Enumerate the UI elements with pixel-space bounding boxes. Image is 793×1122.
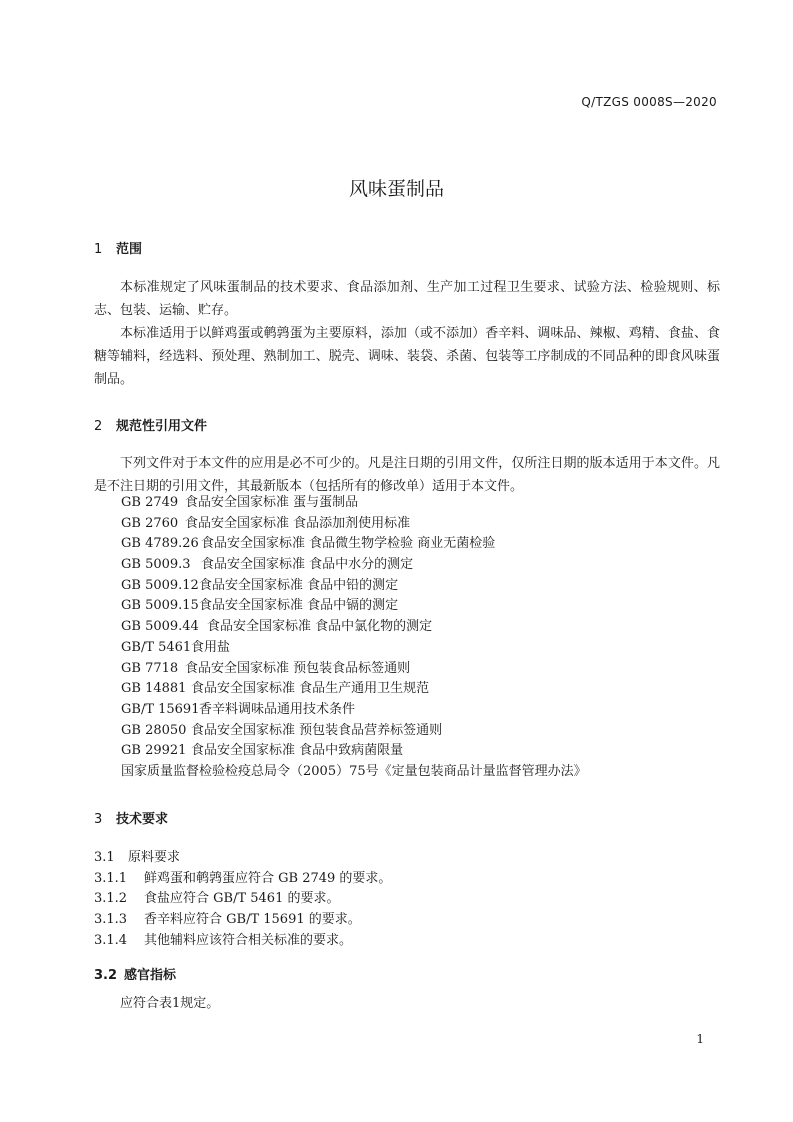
reference-code: GB/T 5461: [121, 639, 192, 655]
reference-title: 食品安全国家标准 食品中水分的测定: [201, 557, 414, 573]
document-title: 风味蛋制品: [348, 178, 444, 200]
reference-item: [121, 534, 721, 555]
reference-item: [121, 493, 721, 514]
reference-title: 食品安全国家标准 食品中致病菌限量: [191, 743, 404, 759]
reference-code: GB/T 15691: [121, 701, 200, 717]
standard-code: Q/TZGS 0008S—2020: [581, 95, 717, 109]
references-intro: 下列文件对于本文件的应用是必不可少的。凡是注日期的引用文件，仅所注日期的版本适用于本文件。凡是不注日期的引用文件，其最新版本（包括所有的修改单）适用于本文件。: [94, 456, 720, 494]
reference-title: 食品安全国家标准 预包装食品标签通则: [185, 660, 411, 676]
reference-code: GB 2760: [121, 515, 179, 531]
requirement-item: [94, 889, 391, 910]
reference-list: [121, 493, 721, 783]
reference-code: GB 29921: [121, 743, 187, 759]
reference-code: GB 28050: [121, 722, 187, 738]
requirement-list: [94, 848, 391, 951]
page-number: 1: [696, 1032, 704, 1046]
scope-paragraph-2: 本标准适用于以鲜鸡蛋或鹌鹑蛋为主要原料，添加（或不添加）香辛料、调味品、辣椒、鸡精、食盐、食糖等辅料，经选料、预处理、熟制加工、脱壳、调味、装袋、杀菌、包装等工序制成的不同品种的即食风味蛋制品。: [94, 326, 720, 387]
subsection-title: 感官指标: [124, 968, 177, 983]
reference-title: 食用盐: [191, 639, 231, 655]
requirement-text: 鲜鸡蛋和鹌鹑蛋应符合 GB 2749 的要求。: [144, 870, 392, 886]
section-title: 技术要求: [116, 812, 169, 827]
section-heading-references: [94, 415, 207, 434]
reference-code: GB 5009.12: [121, 577, 199, 593]
reference-item: [121, 679, 721, 700]
reference-title: 食品安全国家标准 食品中镉的测定: [199, 598, 399, 614]
section-number: 1: [94, 242, 103, 257]
reference-title: 食品安全国家标准 预包装食品营养标签通则: [191, 722, 443, 738]
section-heading-technical-requirements: [94, 808, 168, 827]
requirement-code: 3.1.3: [94, 912, 128, 928]
requirement-code: 3.1.1: [94, 870, 128, 886]
reference-item: [121, 514, 721, 535]
subsection-heading-sensory: [94, 964, 176, 983]
reference-code: GB 7718: [121, 660, 179, 676]
requirement-item: [94, 848, 391, 869]
requirement-text: 原料要求: [128, 850, 181, 865]
reference-title: 食品安全国家标准 食品微生物学检验 商业无菌检验: [201, 536, 496, 552]
scope-paragraph-1: 本标准规定了风味蛋制品的技术要求、食品添加剂、生产加工过程卫生要求、试验方法、检验规则、标志、包装、运输、贮存。: [94, 280, 720, 318]
requirement-item: [94, 910, 391, 931]
section-heading-scope: [94, 238, 142, 257]
reference-item: [121, 721, 721, 742]
reference-item: [121, 659, 721, 680]
reference-title: 食品安全国家标准 蛋与蛋制品: [185, 495, 359, 510]
reference-item: [121, 700, 721, 721]
reference-item: [121, 762, 721, 783]
section-title: 范围: [116, 242, 143, 257]
requirement-text: 香辛料应符合 GB/T 15691 的要求。: [144, 912, 361, 928]
reference-item: [121, 638, 721, 659]
reference-item: [121, 576, 721, 597]
requirement-text: 食盐应符合 GB/T 5461 的要求。: [144, 891, 340, 907]
reference-code: GB 4789.26: [121, 536, 199, 552]
requirement-item: [94, 931, 391, 952]
reference-title: 食品安全国家标准 食品生产通用卫生规范: [191, 681, 430, 697]
reference-title: 国家质量监督检验检疫总局令（2005）75号《定量包装商品计量监督管理办法》: [121, 763, 587, 779]
reference-code: GB 14881: [121, 681, 187, 697]
requirement-code: 3.1.2: [94, 891, 128, 907]
reference-code: GB 2749: [121, 495, 179, 510]
reference-code: GB 5009.15: [121, 598, 199, 614]
reference-item: [121, 596, 721, 617]
requirement-code: 3.1: [94, 850, 115, 865]
requirement-text: 其他辅料应该符合相关标准的要求。: [144, 932, 353, 948]
reference-code: GB 5009.3: [121, 557, 191, 573]
section-number: 2: [94, 419, 103, 434]
requirement-code: 3.1.4: [94, 932, 128, 948]
sensory-paragraph: 应符合表1规定。: [120, 996, 220, 1011]
reference-title: 食品安全国家标准 食品中氯化物的测定: [207, 619, 433, 635]
reference-title: 食品安全国家标准 食品中铅的测定: [199, 577, 399, 593]
subsection-number: 3.2: [94, 968, 118, 983]
section-number: 3: [94, 812, 103, 827]
section-title: 规范性引用文件: [116, 419, 208, 434]
reference-title: 香辛料调味品通用技术条件: [199, 701, 356, 717]
reference-item: [121, 555, 721, 576]
reference-item: [121, 617, 721, 638]
reference-item: [121, 741, 721, 762]
reference-title: 食品安全国家标准 食品添加剂使用标准: [185, 515, 411, 531]
requirement-item: [94, 869, 391, 890]
reference-code: GB 5009.44: [121, 619, 199, 635]
